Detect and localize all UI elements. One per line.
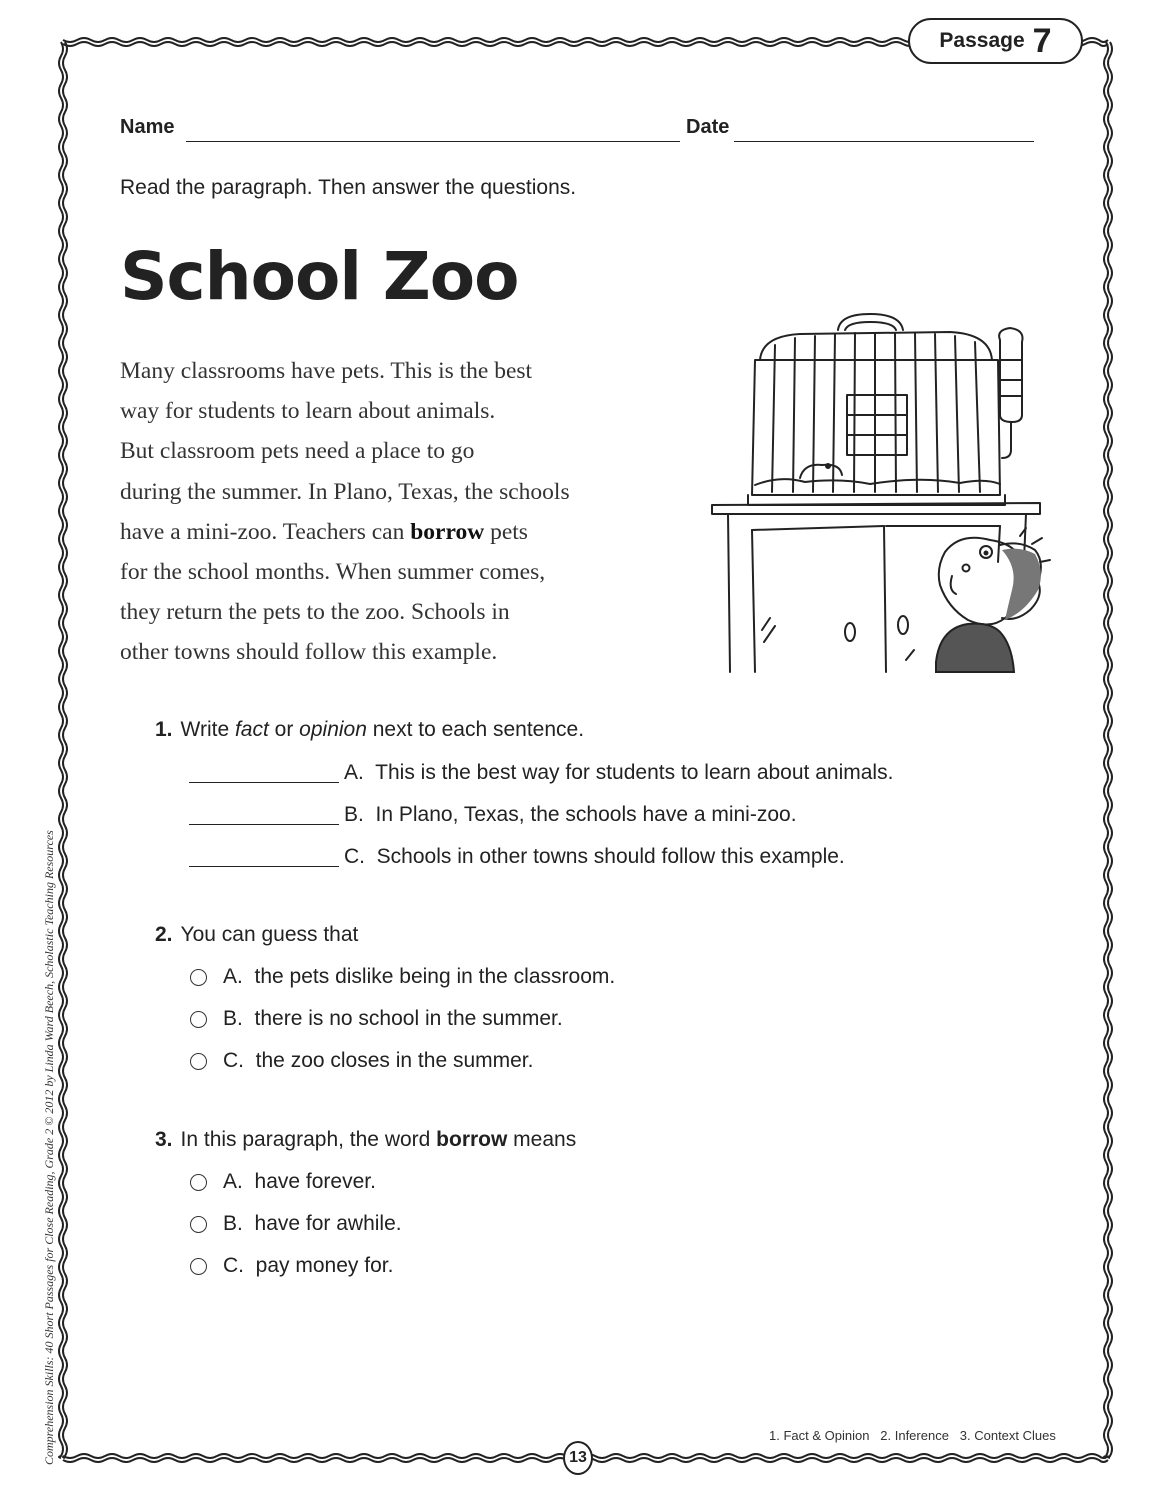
- passage-paragraph: [120, 351, 660, 673]
- answer-blank[interactable]: [189, 866, 339, 867]
- vocab-word: borrow: [436, 1128, 508, 1151]
- question-text: opinion: [299, 718, 367, 741]
- radio-q3-c[interactable]: [190, 1258, 207, 1275]
- question-number: 3.: [155, 1128, 173, 1151]
- question-1: [155, 718, 584, 742]
- passage-label: Passage: [939, 29, 1025, 52]
- q1-item-c: [344, 845, 845, 869]
- paragraph-text: have a mini-zoo. Teachers can: [120, 518, 411, 545]
- option-letter: A.: [223, 1170, 243, 1193]
- paragraph-line: Many classrooms have pets. This is the best: [120, 358, 533, 384]
- paragraph-line: they return the pets to the zoo. Schools in: [120, 599, 510, 626]
- date-label: Date: [686, 116, 730, 138]
- name-field[interactable]: [186, 141, 680, 142]
- option-letter: B.: [223, 1212, 243, 1235]
- q2-option-c: [223, 1049, 533, 1073]
- radio-q2-a[interactable]: [190, 969, 207, 986]
- question-text: means: [507, 1128, 577, 1151]
- passage-title: School Zoo: [120, 238, 519, 315]
- question-text: or: [268, 718, 300, 741]
- option-letter: C.: [223, 1254, 244, 1277]
- question-3: [155, 1128, 576, 1152]
- page-number: 13: [563, 1441, 593, 1475]
- option-letter: B.: [344, 803, 364, 826]
- option-text: Schools in other towns should follow this example.: [376, 845, 845, 868]
- option-letter: A.: [223, 965, 243, 988]
- q3-option-b: [223, 1212, 402, 1236]
- question-number: 1.: [155, 718, 173, 741]
- question-text: In this paragraph, the word: [180, 1128, 437, 1151]
- radio-q2-b[interactable]: [190, 1011, 207, 1028]
- answer-blank[interactable]: [189, 782, 339, 783]
- option-text: pay money for.: [255, 1254, 394, 1277]
- option-text: there is no school in the summer.: [254, 1007, 563, 1030]
- instructions: Read the paragraph. Then answer the questions.: [120, 176, 577, 199]
- option-text: This is the best way for students to learn about animals.: [375, 761, 894, 784]
- option-text: have forever.: [254, 1170, 376, 1193]
- passage-number: 7: [1032, 21, 1052, 60]
- question-text: fact: [234, 718, 269, 741]
- border-chain: [59, 42, 63, 1458]
- cage-illustration: [700, 300, 1070, 680]
- question-2: [155, 923, 358, 947]
- paragraph-line: during the summer. In Plano, Texas, the schools: [120, 478, 570, 505]
- paragraph-line: other towns should follow this example.: [120, 639, 498, 666]
- paragraph-line: But classroom pets need a place to go: [120, 438, 475, 465]
- paragraph-line: for the school months. When summer comes,: [120, 559, 546, 586]
- option-text: the pets dislike being in the classroom.: [254, 965, 616, 988]
- option-text: In Plano, Texas, the schools have a mini-zoo.: [375, 803, 797, 826]
- passage-tag: [908, 18, 1083, 64]
- option-text: have for awhile.: [254, 1212, 402, 1235]
- paragraph-text: pets: [484, 518, 528, 545]
- answer-blank[interactable]: [189, 824, 339, 825]
- vocab-word: borrow: [410, 518, 485, 545]
- q1-item-b: [344, 803, 797, 827]
- option-letter: B.: [223, 1007, 243, 1030]
- paragraph-line: way for students to learn about animals.: [120, 398, 496, 425]
- q2-option-b: [223, 1007, 563, 1031]
- paragraph-line: [120, 512, 660, 552]
- option-letter: C.: [344, 845, 365, 868]
- option-text: the zoo closes in the summer.: [255, 1049, 534, 1072]
- radio-q3-a[interactable]: [190, 1174, 207, 1191]
- question-text: next to each sentence.: [366, 718, 585, 741]
- copyright-credit: Comprehension Skills: 40 Short Passages for Close Reading, Grade 2 © 2012 by Linda Ward Beech, Scholastic Teaching Resources: [42, 830, 56, 1465]
- radio-q2-c[interactable]: [190, 1053, 207, 1070]
- option-letter: C.: [223, 1049, 244, 1072]
- date-field[interactable]: [734, 141, 1034, 142]
- q2-option-a: [223, 965, 615, 989]
- border-chain: [1104, 42, 1108, 1458]
- q3-option-c: [223, 1254, 393, 1278]
- q1-item-a: [344, 761, 893, 785]
- question-text: You can guess that: [180, 923, 359, 946]
- q3-option-a: [223, 1170, 376, 1194]
- radio-q3-b[interactable]: [190, 1216, 207, 1233]
- question-number: 2.: [155, 923, 173, 946]
- skills-footer: 1. Fact & Opinion 2. Inference 3. Context Clues: [769, 1428, 1056, 1443]
- question-text: Write: [180, 718, 235, 741]
- name-label: Name: [120, 116, 175, 138]
- option-letter: A.: [344, 761, 364, 784]
